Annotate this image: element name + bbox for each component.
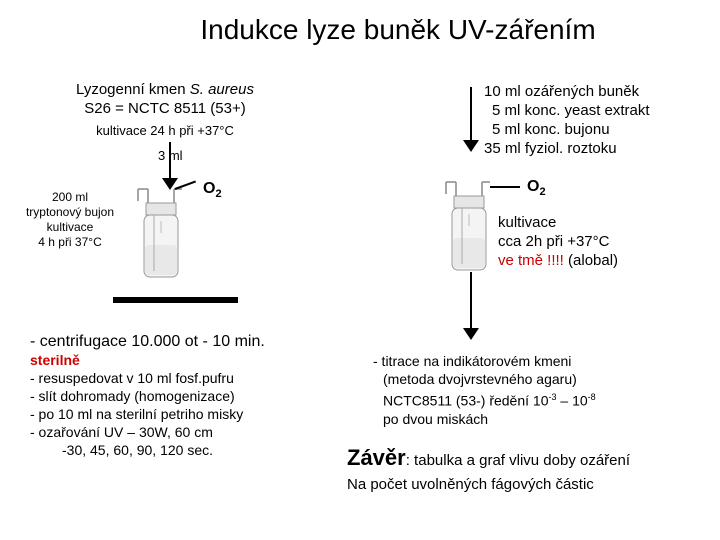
step-petri: - po 10 ml na sterilní petriho misky — [30, 406, 244, 422]
dilution-line: NCTC8511 (53-) ředění $10^{-3} - 10^{-8}$ — [383, 392, 596, 409]
step-centrifuge: - centrifugace 10.000 ot - 10 min. — [30, 333, 265, 350]
gas-wash-bottle-icon — [132, 185, 188, 285]
volume-label: 3 ml — [158, 148, 183, 163]
titration-block: - titrace na indikátorovém kmeni (metoda dvojvrstevného agaru) NCTC8511 (53-) ředění $10^{-3} - 10^{-8}$ po dvou miskách — [373, 352, 703, 428]
gas-wash-bottle-right-icon — [440, 178, 496, 278]
dark-note: ve tmě !!!! (alobal) — [498, 252, 619, 269]
right-mix: 10 ml ozářených buněk 5 ml konc. yeast extrakt 5 ml konc. bujonu 35 ml fyziol. roztoku — [484, 83, 650, 157]
strain-line1: Lyzogenní kmen S. aureus — [76, 81, 254, 98]
left-steps — [30, 333, 320, 459]
separator-bar — [113, 297, 238, 303]
left-o2-label: $O_2$ — [203, 180, 222, 201]
arrow-shaft-right-top — [470, 87, 472, 145]
left-cultivation: kultivace 24 h při +37°C — [96, 123, 234, 138]
arrow-shaft-right-bottom — [470, 272, 472, 330]
o2-line-right — [490, 186, 520, 188]
page-title: Indukce lyze buněk UV-zářením — [200, 14, 596, 45]
left-bottle-label: 200 ml tryptonový bujon kultivace 4 h při 37°C — [25, 190, 115, 249]
conclusion-line1: Závěr: tabulka a graf vlivu doby ozáření — [347, 445, 631, 470]
step-uv: - ozařování UV – 30W, 60 cm — [30, 424, 213, 440]
arrow-head-right-bottom — [463, 328, 479, 340]
arrow-head-right-top — [463, 140, 479, 152]
step-resuspend: - resuspedovat v 10 ml fosf.pufru — [30, 370, 234, 386]
right-o2-label: $O_2$ — [527, 178, 546, 199]
step-times: -30, 45, 60, 90, 120 sec. — [62, 442, 213, 458]
step-homogenize: - slít dohromady (homogenizace) — [30, 388, 235, 404]
right-cultivation: kultivace cca 2h při +37°C ve tmě !!!! (alobal) — [498, 213, 713, 270]
strain-block — [40, 80, 290, 118]
strain-species: S. aureus — [189, 81, 254, 98]
step-sterile: sterilně — [30, 352, 80, 368]
conclusion-block: Závěr: tabulka a graf vlivu doby ozáření Na počet uvolněných fágových částic — [347, 445, 717, 494]
strain-line2: S26 = NCTC 8511 (53+) — [84, 100, 246, 117]
